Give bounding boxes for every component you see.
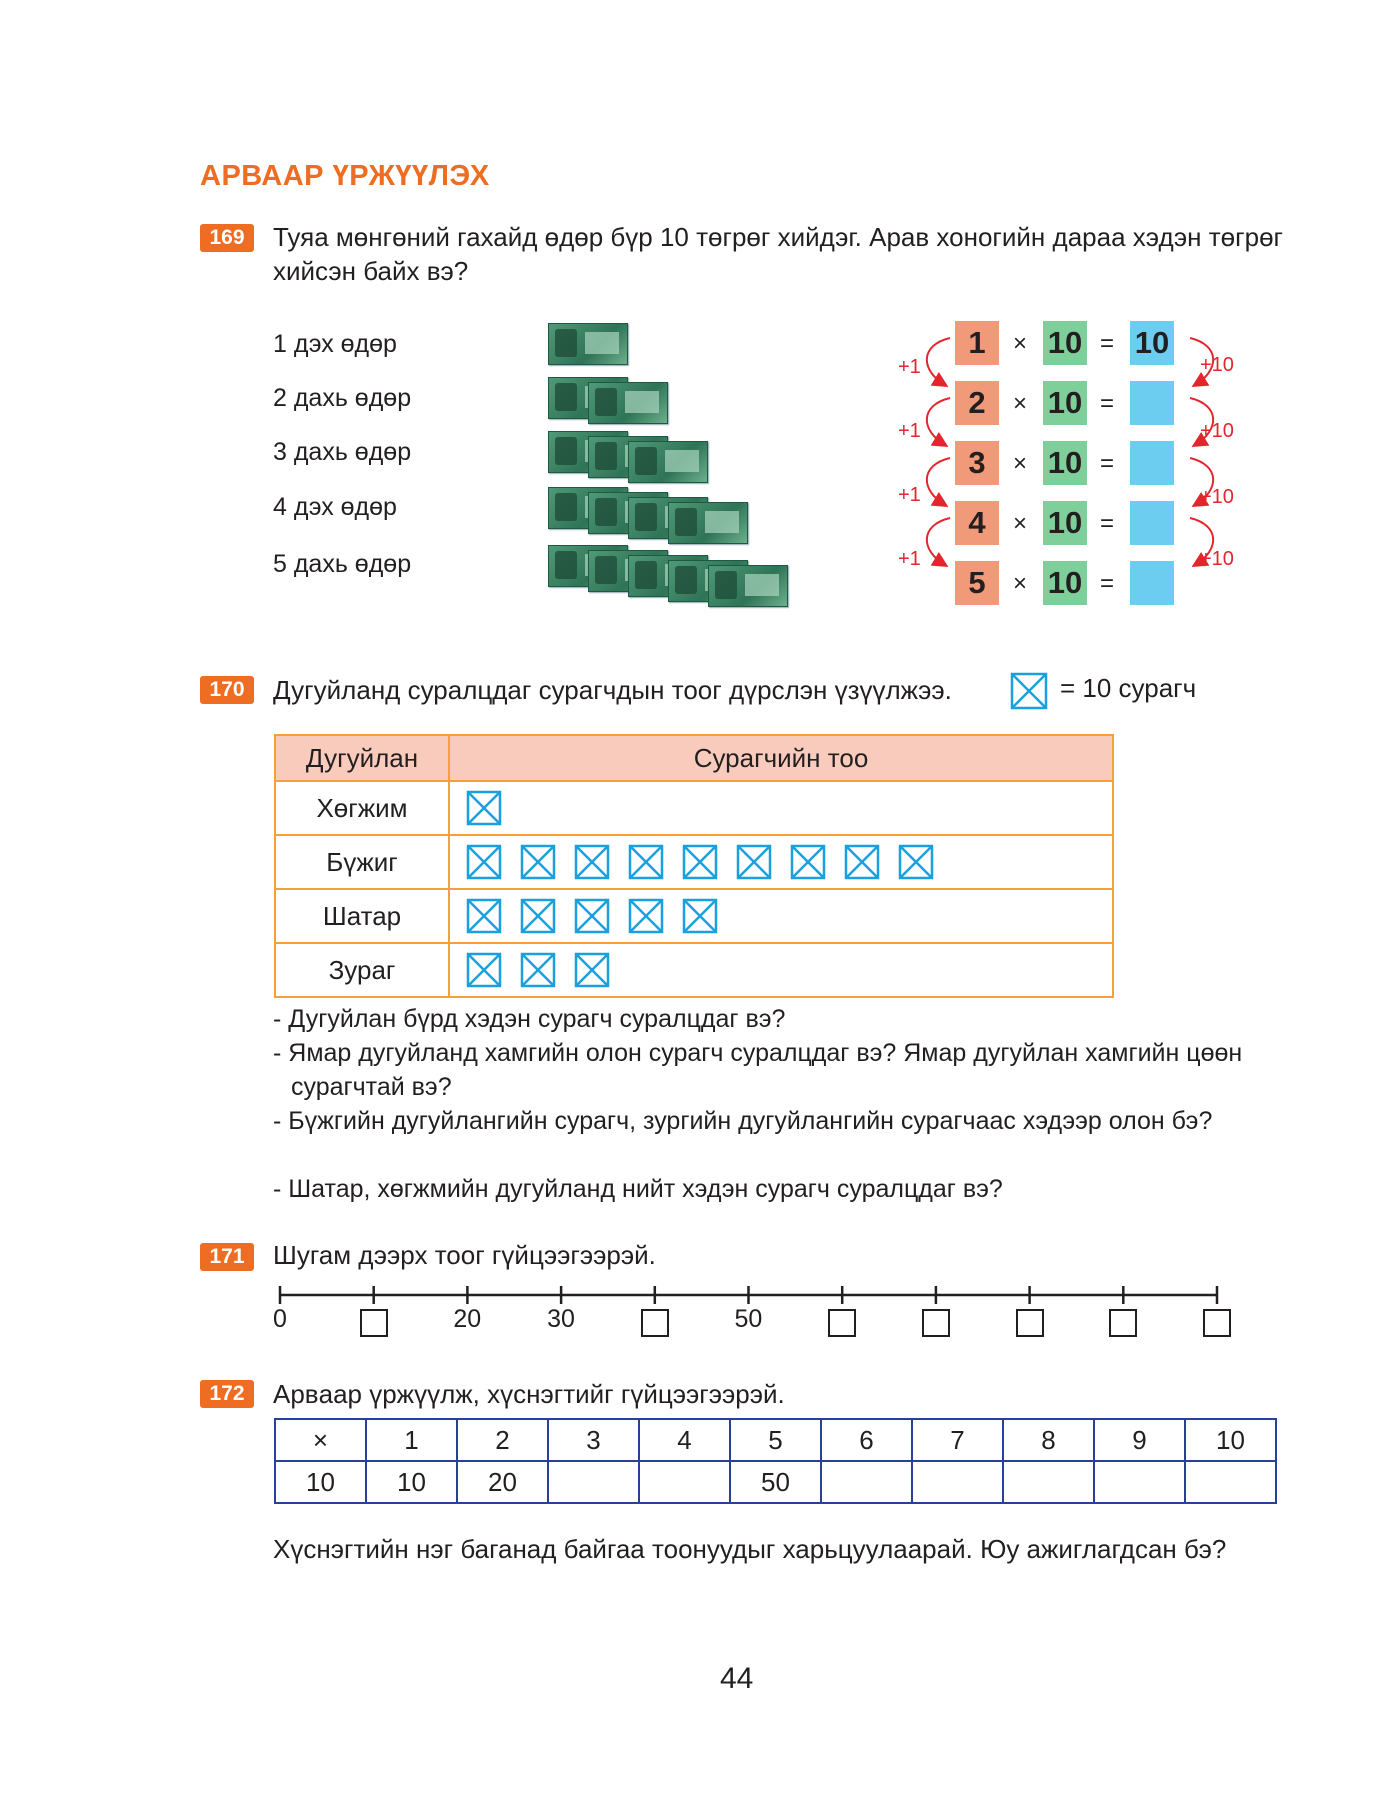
step-label-right: +10 xyxy=(1200,548,1234,570)
factor-cell: 3 xyxy=(955,441,999,485)
club-name: Зураг xyxy=(275,943,449,997)
table-value-cell: 20 xyxy=(457,1461,548,1503)
table-header-cell: 5 xyxy=(730,1419,821,1461)
equals-sign: = xyxy=(1100,330,1115,357)
table-header-cell: 3 xyxy=(548,1419,639,1461)
student-icon xyxy=(574,844,610,880)
times-sign: × xyxy=(1013,510,1028,537)
banknote xyxy=(588,382,668,424)
task-172-badge: 172 xyxy=(200,1380,254,1408)
club-icons xyxy=(449,781,1113,835)
multiplication-table xyxy=(274,1418,1277,1504)
task-171-badge: 171 xyxy=(200,1243,254,1271)
table-blank-cell[interactable] xyxy=(1003,1461,1094,1503)
club-name: Шатар xyxy=(275,889,449,943)
number-line-blank[interactable] xyxy=(922,1309,950,1337)
table-value-cell: 10 xyxy=(366,1461,457,1503)
legend-text: = 10 сурагч xyxy=(1060,673,1197,703)
table-blank-cell[interactable] xyxy=(821,1461,912,1503)
banknote xyxy=(668,502,748,544)
banknote xyxy=(708,565,788,607)
number-line-blank[interactable] xyxy=(1109,1309,1137,1337)
student-icon xyxy=(682,844,718,880)
task-169-text: Туяа мөнгөний гахайд өдөр бүр 10 төгрөг хийдэг. Арав хоногийн дараа хэдэн төгрөг хийсэн байх вэ? xyxy=(273,222,1284,286)
number-line-blank[interactable] xyxy=(360,1309,388,1337)
step-label-right: +10 xyxy=(1200,486,1234,508)
header-count: Сурагчийн тоо xyxy=(449,735,1113,781)
question: - Ямар дугуйланд хамгийн олон сурагч суралцдаг вэ? Ямар дугуйлан хамгийн цөөн сурагчтай вэ? xyxy=(273,1039,1243,1101)
equals-sign: = xyxy=(1100,450,1115,477)
equals-sign: = xyxy=(1100,570,1115,597)
product-input[interactable] xyxy=(1130,561,1174,605)
table-value-cell: 50 xyxy=(730,1461,821,1503)
student-icon xyxy=(628,844,664,880)
number-line-label: 0 xyxy=(273,1305,287,1333)
task-172-text: Арвaар үржүүлж, хүснэгтийг гүйцээгээрэй. xyxy=(273,1379,785,1409)
student-icon xyxy=(574,898,610,934)
club-icons xyxy=(449,889,1113,943)
club-name: Хөгжим xyxy=(275,781,449,835)
table-value-cell: 10 xyxy=(275,1461,366,1503)
table-header-cell: 10 xyxy=(1185,1419,1276,1461)
product-input[interactable] xyxy=(1130,441,1174,485)
factor-cell: 2 xyxy=(955,381,999,425)
task-172-footer: Хүснэгтийн нэг баганад байгаа тоонуудыг харьцуулаарай. Юу ажиглагдсан бэ? xyxy=(273,1534,1227,1564)
number-line-blank[interactable] xyxy=(641,1309,669,1337)
equals-sign: = xyxy=(1100,510,1115,537)
step-label-right: +10 xyxy=(1200,420,1234,442)
times-sign: × xyxy=(1013,570,1028,597)
club-icons xyxy=(449,835,1113,889)
times-sign: × xyxy=(1013,390,1028,417)
number-line-blank[interactable] xyxy=(1203,1309,1231,1337)
club-icons xyxy=(449,943,1113,997)
question: - Бүжгийн дугуйлангийн сурагч, зургийн дугуйлангийн сурагчаас хэдээр олон бэ? xyxy=(273,1107,1213,1135)
number-line-label: 50 xyxy=(734,1305,763,1333)
student-icon xyxy=(520,952,556,988)
club-pictograph-table xyxy=(274,734,1114,998)
table-header-cell: 7 xyxy=(912,1419,1003,1461)
student-icon xyxy=(520,898,556,934)
number-line-blank[interactable] xyxy=(828,1309,856,1337)
student-icon xyxy=(574,952,610,988)
student-icon-legend xyxy=(1010,672,1048,710)
student-icon xyxy=(844,844,880,880)
student-icon xyxy=(466,898,502,934)
day-label: 2 дахь өдөр xyxy=(273,384,412,412)
day-label: 4 дэх өдөр xyxy=(273,493,397,521)
student-icon xyxy=(682,898,718,934)
number-line-blank[interactable] xyxy=(1016,1309,1044,1337)
step-label-left: +1 xyxy=(898,356,921,378)
factor-cell: 1 xyxy=(955,321,999,365)
task-171-text: Шугам дээрх тоог гүйцээгээрэй. xyxy=(273,1240,656,1270)
banknote xyxy=(628,441,708,483)
ten-cell: 10 xyxy=(1043,381,1087,425)
table-blank-cell[interactable] xyxy=(1185,1461,1276,1503)
step-label-left: +1 xyxy=(898,548,921,570)
student-icon xyxy=(628,898,664,934)
number-line-label: 20 xyxy=(453,1305,482,1333)
ten-cell: 10 xyxy=(1043,501,1087,545)
step-label-right: +10 xyxy=(1200,354,1234,376)
table-header-cell: 6 xyxy=(821,1419,912,1461)
equals-sign: = xyxy=(1100,390,1115,417)
table-header-cell: 9 xyxy=(1094,1419,1185,1461)
student-icon xyxy=(898,844,934,880)
question: - Дугуйлан бүрд хэдэн сурагч суралцдаг вэ? xyxy=(273,1005,786,1033)
step-label-left: +1 xyxy=(898,484,921,506)
ten-cell: 10 xyxy=(1043,561,1087,605)
student-icon xyxy=(520,844,556,880)
table-blank-cell[interactable] xyxy=(1094,1461,1185,1503)
step-label-left: +1 xyxy=(898,420,921,442)
page-number: 44 xyxy=(720,1662,754,1695)
student-icon xyxy=(466,952,502,988)
table-header-cell: 2 xyxy=(457,1419,548,1461)
ten-cell: 10 xyxy=(1043,321,1087,365)
header-club: Дугуйлан xyxy=(275,735,449,781)
table-header-cell: 4 xyxy=(639,1419,730,1461)
table-blank-cell[interactable] xyxy=(548,1461,639,1503)
banknote xyxy=(548,323,628,365)
table-blank-cell[interactable] xyxy=(912,1461,1003,1503)
table-header-cell: 8 xyxy=(1003,1419,1094,1461)
product-input[interactable] xyxy=(1130,381,1174,425)
student-icon xyxy=(466,844,502,880)
table-header-cell: 1 xyxy=(366,1419,457,1461)
day-label: 1 дэх өдөр xyxy=(273,330,397,358)
question: - Шатар, хөгжмийн дугуйланд нийт хэдэн сурагч суралцдаг вэ? xyxy=(273,1175,1003,1203)
task-170-text: Дугуйланд суралцдаг сурагчдын тоог дүрслэн үзүүлжээ. xyxy=(273,675,952,705)
table-blank-cell[interactable] xyxy=(639,1461,730,1503)
factor-cell: 5 xyxy=(955,561,999,605)
product-cell: 10 xyxy=(1130,321,1174,365)
day-label: 3 дахь өдөр xyxy=(273,438,412,466)
ten-cell: 10 xyxy=(1043,441,1087,485)
product-input[interactable] xyxy=(1130,501,1174,545)
number-line-label: 30 xyxy=(547,1305,575,1333)
student-icon xyxy=(466,790,502,826)
task-170-badge: 170 xyxy=(200,676,254,704)
day-label: 5 дахь өдөр xyxy=(273,550,412,578)
task-169-badge: 169 xyxy=(200,224,254,252)
student-icon xyxy=(736,844,772,880)
page-title: АРВААР ҮРЖҮҮЛЭХ xyxy=(200,160,490,192)
table-header-cell: × xyxy=(275,1419,366,1461)
factor-cell: 4 xyxy=(955,501,999,545)
student-icon xyxy=(790,844,826,880)
club-name: Бүжиг xyxy=(275,835,449,889)
times-sign: × xyxy=(1013,330,1028,357)
times-sign: × xyxy=(1013,450,1028,477)
